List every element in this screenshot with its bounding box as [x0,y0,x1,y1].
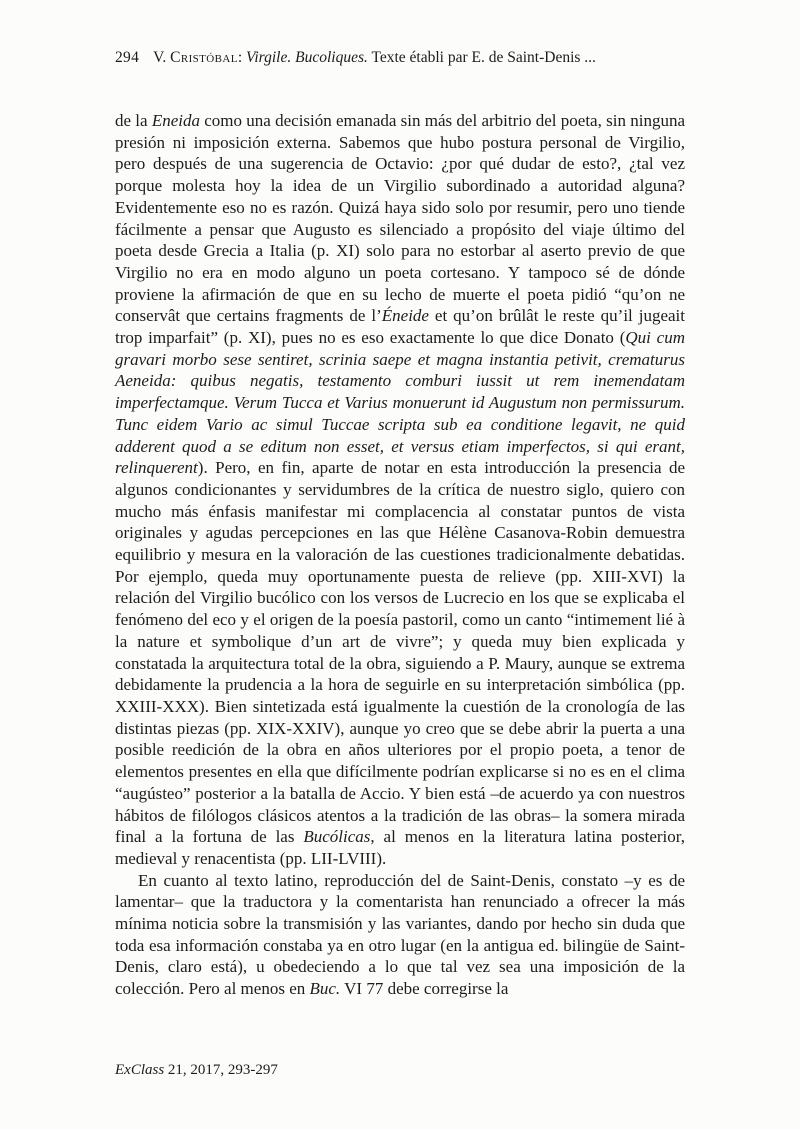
text-run: et qu’on brûlât le reste qu’il jugeait trop imparfait” (p. XI), pues no es eso exactamente lo que dice Donato ( [115,306,686,348]
page-number: 294 [115,49,140,66]
page-footer [115,1061,278,1080]
italic-text-run: Eneida [151,111,200,130]
paragraph [115,870,685,1000]
paragraph [115,110,685,870]
italic-text-run: Buc. [309,979,341,999]
text-run: Texte établi par E. de Saint-Denis ... [367,49,596,66]
body-text [115,110,685,1000]
italic-text-run: Qui cum gravari morbo sese sentiret, scrinia saepe et magna instantia petivit, crematurus Aeneida: quibus negatis, testamento comburi iussit ut rem inemendatam imperfectamque. Verum Tucca et Varius monuerunt id Augustum non permissurum. Tunc eidem Vario ac simul Tuccae scripta sub ea conditione legavit, ne quid adderent quod a se editum non esset, et versus etiam imperfectos, si qui erant, relinquerent [115,328,685,478]
text-run: ). Pero, en fin, aparte de notar en esta introducción la presencia de algunos condicionantes y servidumbres de la crítica de nuestro siglo, quiero con mucho más énfasis manifestar mi complacencia al constatar puntos de vista originales y agudas percepciones en las que Hélène Casanova-Robin demuestra equilibrio y mesura en la valoración de las cuestiones tradicionalmente debatidas. Por ejemplo, queda muy oportunamente puesta de relieve (pp. XIII-XVI) la relación del Virgilio bucólico con los versos de Lucrecio en los que se explicaba el fenómeno del eco y el origen de la poesía pastoril, como un canto “intimement lié à la nature et symbolique d’un art de vivre”; y queda muy bien explicada y constatada la arquitectura total de la obra, siguiendo a P. Maury, aunque se extrema debidamente la prudencia a la hora de seguirle en su interpretación simbólica (pp. XXIII-XXX). Bien sintetizada está igualmente la cuestión de la cronología de las distintas piezas (pp. XIX-XXIV), aunque yo creo que se debe abrir la puerta a una posible reedición de la obra en años ulteriores por el propio poeta, a tenor de elementos presentes en ella que difícilmente podrían explicarse si no es en el clima “augústeo” posterior a la batalla de Accio. Y bien está –de acuerdo ya con nuestros hábitos de filólogos clásicos atentos a la tradición de las obras– la somera mirada final a la fortuna de las [115,458,685,847]
text-run: VI 77 debe corregirse la [340,979,509,999]
text-run: de la [115,111,152,130]
text-run: : [237,49,247,66]
text-run: En cuanto al texto latino, reproducción del de Saint-Denis, constato –y es de lamentar– que la traductora y la comentarista han renunciado a ofrecer la más mínima noticia sobre la transmisión y las variantes, dando por hecho sin duda que toda esa información constaba ya en otro lugar (en la antigua ed. bilingüe de Saint-Denis, claro está), u obedeciendo a lo que tal vez sea una imposición de la colección. Pero al menos en [115,870,685,999]
journal-reference [115,1062,278,1078]
italic-text-run: ExClass [115,1062,165,1078]
text-run: como una decisión emanada sin más del arbitrio del poeta, sin ninguna presión ni imposición externa. Sabemos que hubo postura personal de Virgilio, pero después de una sugerencia de Octavio: ¿por qué dudar de esto?, ¿tal vez porque molesta hoy la idea de un Virgilio subordinado a autoridad alguna? Evidentemente eso no es razón. Quizá haya sido solo por resumir, pero uno tiende fácilmente a pensar que Augusto es silenciado a propósito del viaje último del poeta desde Grecia a Italia (p. XI) solo para no estorbar al aserto previo de que Virgilio no era en modo alguno un poeta cortesano. Y tampoco sé de dónde proviene la afirmación de que en su lecho de muerte el poeta pidió “qu’on ne conservât que certains fragments de l’ [115,111,685,326]
italic-text-run: Éneide [381,306,429,326]
italic-text-run: Virgile. Bucoliques. [246,49,368,66]
italic-text-run: Bucólicas [303,827,371,847]
running-title [153,48,596,68]
page-header [115,48,685,68]
smallcaps-text-run: Cristóbal [170,49,238,66]
text-run: 21, 2017, 293-297 [164,1062,278,1078]
text-run: , al menos en la literatura latina posterior, medieval y renacentista (pp. LII-LVIII). [115,827,685,868]
text-run: V. [153,49,171,66]
